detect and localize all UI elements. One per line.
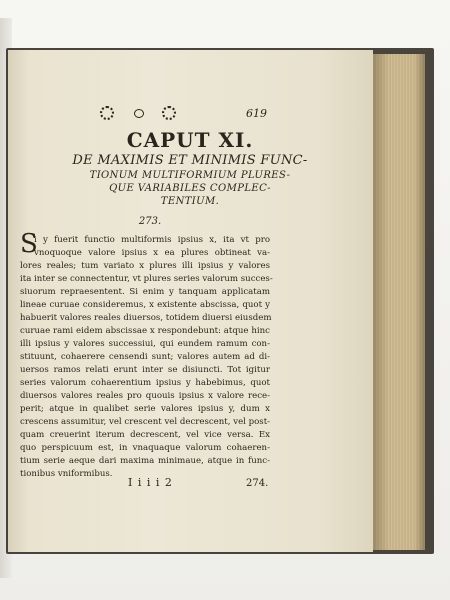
text-line: siuorum repraesentent. Si enim y tanquam applicatam <box>20 287 270 297</box>
body-paragraph <box>20 234 273 481</box>
section-number: 273. <box>138 216 162 227</box>
text-line: lineae curuae consideremus, x existente abscissa, quot y <box>20 300 270 310</box>
chapter-subtitle-line: DE MAXIMIS ET MINIMIS FUNC- <box>72 153 308 168</box>
flower-ornament-icon <box>162 106 176 120</box>
circle-ornament-icon <box>134 109 144 118</box>
text-line: crescens assumitur, vel crescent vel decrescent, vel post- <box>20 417 271 427</box>
chapter-subtitle-line: TIONUM MULTIFORMIUM PLURES- <box>89 170 291 181</box>
text-line: tium serie aeque dari maxima minimaue, atque in func- <box>20 456 270 466</box>
chapter-subtitle-line: QUE VARIABILES COMPLEC- <box>109 183 271 194</box>
chapter-title: CAPUT XI. <box>126 128 254 152</box>
text-line: diuersos valores reales pro quouis ipsius x valore rece- <box>20 391 270 401</box>
header-ornament <box>100 105 180 123</box>
catchword: 274. <box>246 478 269 489</box>
text-line: illi ipsius y valores successiui, qui eundem ramum con- <box>20 339 270 349</box>
text-line: i y fuerit functio multiformis ipsius x, ita vt pro <box>34 235 270 245</box>
text-line: quo perspicuum est, in vnaquaque valorum cohaeren- <box>20 443 270 453</box>
page-block-shadow <box>373 54 425 550</box>
signature-mark: I i i i 2 <box>128 476 173 489</box>
flower-ornament-icon <box>100 106 114 120</box>
text-line: lores reales; tum variato x plures illi ipsius y valores <box>20 261 270 271</box>
text-line: habuerit valores reales diuersos, totidem diuersi eiusdem <box>20 313 272 323</box>
text-line: uersos ramos relati erunt inter se disiuncti. Tot igitur <box>20 365 270 375</box>
text-line: vnoquoque valore ipsius x ea plures obtineat va- <box>34 248 270 258</box>
chapter-subtitle-line: TENTIUM. <box>160 196 220 207</box>
text-line: curuae rami eidem abscissae x respondebunt: atque hinc <box>20 326 270 336</box>
text-line: series valorum cohaerentium ipsius y habebimus, quot <box>20 378 270 388</box>
text-line: stituunt, cohaerere censendi sunt; valores autem ad di- <box>20 352 270 362</box>
text-line: quam creuerint iterum decrescent, vel vice versa. Ex <box>20 430 270 440</box>
text-line: ita inter se connectentur, vt plures series valorum succes- <box>20 274 273 284</box>
page-number: 619 <box>246 107 267 120</box>
text-line: tionibus vniformibus. <box>20 469 113 479</box>
drop-cap: S <box>20 229 38 259</box>
text-line: perit; atque in qualibet serie valores ipsius y, dum x <box>20 404 270 414</box>
